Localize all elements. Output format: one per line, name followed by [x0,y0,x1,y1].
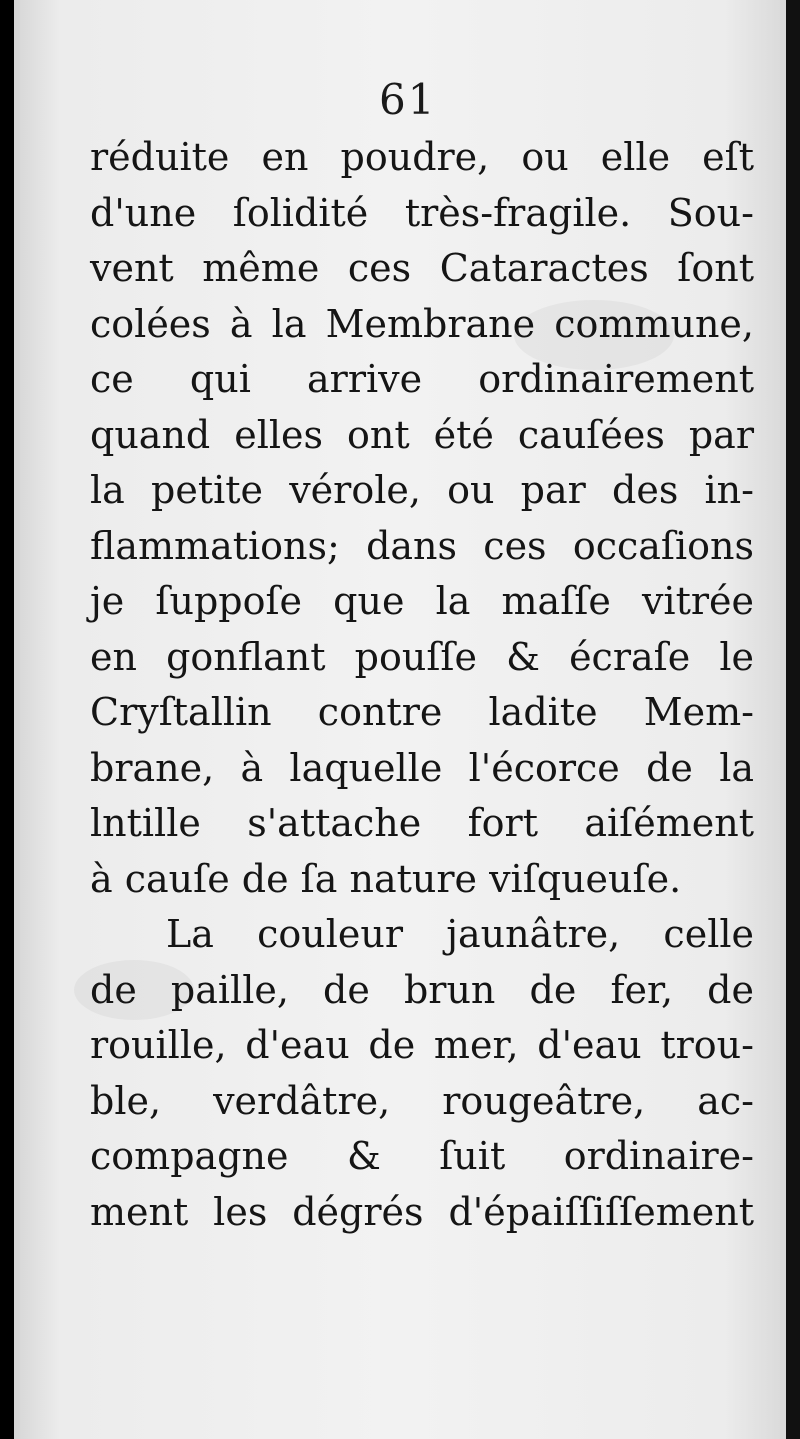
text-line: lntille s'attache fort aiſément [90,801,754,845]
text-line: quand elles ont été cauſées par [90,412,754,457]
text-line: réduite en poudre, ou elle eſt [90,135,754,179]
scan-border [786,0,800,1439]
text-line: flammations; dans ces occaſions [90,523,754,568]
book-page [14,0,786,1439]
text-line: colées à la Membrane commune, [90,301,754,346]
text-line: ce qui arrive ordinairement [90,357,754,401]
text-line: compagne & ſuit ordinaire- [90,1134,754,1178]
text-line: d'une ſolidité très-fragile. Sou- [90,190,754,235]
text-line: à cauſe de ſa nature viſqueuſe. [90,856,682,901]
text-line: je ſuppoſe que la maſſe vitrée [90,579,754,623]
text-line: La couleur jaunâtre, celle [166,912,754,956]
text-line: vent même ces Cataractes ſont [90,246,754,290]
text-line: rouille, d'eau de mer, d'eau trou- [90,1023,754,1067]
text-line: brane, à laquelle l'écorce de la [90,745,754,790]
text-line: de paille, de brun de fer, de [90,967,754,1012]
text-line: en gonflant pouſſe & écraſe le [90,634,754,679]
body-text [90,130,754,1240]
page-number: 61 [379,75,437,124]
text-line: la petite vérole, ou par des in- [90,468,754,512]
text-line: ble, verdâtre, rougeâtre, ac- [90,1078,754,1123]
text-line: Cryſtallin contre ladite Mem- [90,690,754,734]
text-line: ment les dégrés d'épaiſſiſſement [90,1189,754,1234]
